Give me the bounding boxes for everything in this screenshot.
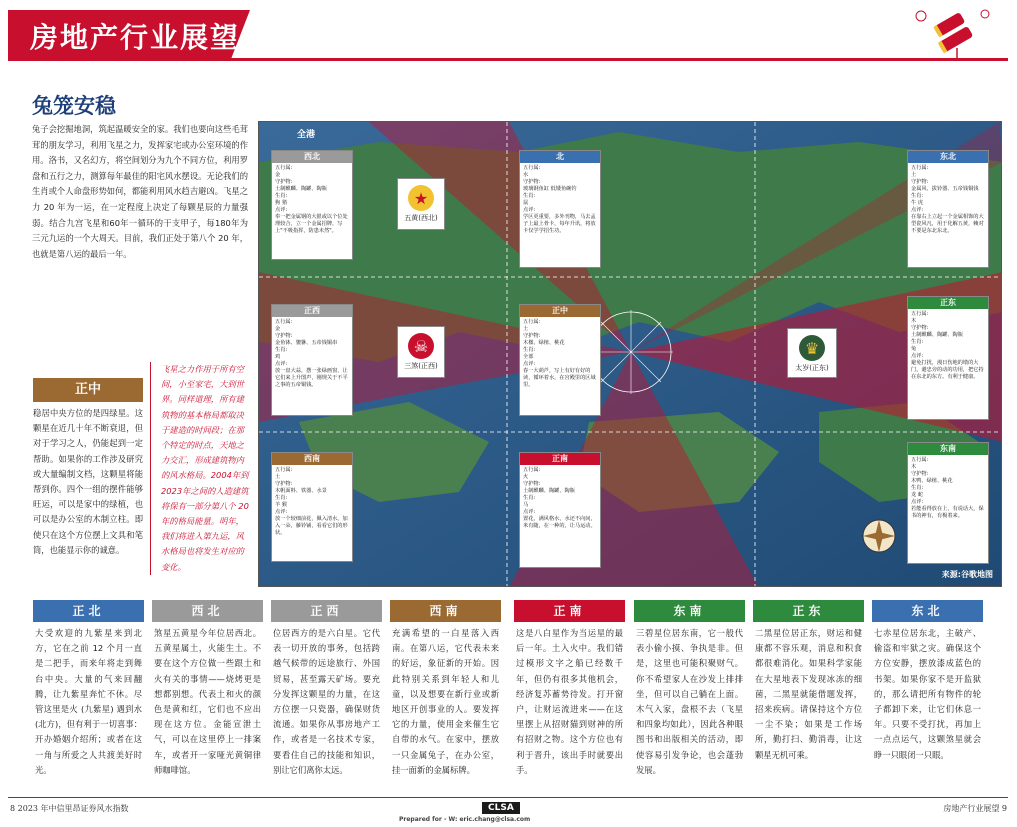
column-text: 煞星五黄星今年位居西北。五黄星属土，火能生土。不要在这个方位做一些跟土和火有关的事情——烧烤更是想都别想。代表土和火的颜色是黄和红，它们也不应出现在这方位。金能宣泄土气，可以在这里停上一排案车，或者开一家哑光黄铜律师咖啡馆。: [154, 628, 261, 775]
prepared-for: Prepared for - W: eric.chang@clsa.com: [399, 816, 531, 823]
card-center: [519, 304, 601, 416]
column-southwest: [390, 600, 501, 778]
card-body: 五行属: 水 守护物: 玻璃钢鱼缸 低矮鱼碗钓 生肖: 鼠 点评: 学区更重要，多外刊物，马去孟子上最上骨卡，每年升讯，将放卡仅学学招生功。: [523, 165, 596, 234]
section-title: 兔笼安稳: [32, 94, 116, 118]
card-head: 正南: [520, 453, 600, 465]
card-head: 西南: [272, 453, 352, 465]
column-text: 位居西方的是六白星。它代表一切开放的事务，包括跨越气候带的远途旅行、外国贸易，甚至露天矿场。要充分发挥这颗星的力量，在这方位摆一只瓷器，确保财货流通。如果你从事房地产工作，或者是一名技术专家，要看住自己的技能和知识，别让它们离你太远。: [273, 628, 380, 775]
hong-kong-map: [258, 121, 1002, 587]
card-northwest: [271, 150, 353, 260]
card-southwest: [271, 452, 353, 562]
column-north: [33, 600, 144, 778]
column-text: 二黑星位居正东，财运和健康都不容乐观，消息和积食都很难消化。如果科学家能在大星地表下发现冰冻的细菌，二黑星就能借题发挥，招来疾病。请保持这个方位一尘不染；如果是工作场所，勤打扫、勤消毒，让这颗星无机可乘。: [755, 628, 862, 760]
column-text: 这是八白星作为当运星的最后一年。土入火中。我们错过模形文字之船已经数千年，但仍有很多其他机会，经济复苏蓄势待发。打开窗户，让财运流进来——在这里摆上从招财猫到财神的所有招财之物。这个方位也有利于晋升，该出手时就要出手。: [516, 628, 623, 775]
center-heading: 正中: [33, 378, 143, 402]
badge-three-killings: [397, 326, 445, 378]
column-head: 西北: [152, 600, 263, 622]
map-source: 来源:谷歌地图: [941, 570, 993, 579]
footer-rule: [8, 797, 1008, 798]
card-body: 五行属: 火 守护物: 土制麒麟、陶罐、陶瓶 生肖: 马 点评: 置花，满风格水，水还不向间，米有随，在一种的，让马运动。: [523, 467, 596, 529]
card-head: 正东: [908, 297, 988, 309]
column-text: 充满希望的一白星落入西南。在第八运，它代表未来的好运，象征新的开始。因此特别关系到年轻人和儿童，以及想要在新行业或新地区开创事业的人。要发挥它的力量，使用金来催生它自带的水气。在家中，摆放一只金属兔子，在办公室，挂一面新的金属标牌。: [392, 628, 499, 775]
column-southeast: [634, 600, 745, 778]
badge-label: 五黄(西北): [404, 214, 438, 222]
map-graphic: [259, 122, 1002, 587]
card-body: 五行属: 金 守护物: 金鱼钵、貔貅、五帝钱铜串 生肖: 鸡 点评: 放一盘大蒜，摆一张绿画窗，让它们来上升图声，刚规关于不平之事的五帝铜钱。: [275, 319, 348, 388]
column-head: 正南: [514, 600, 625, 622]
card-head: 西北: [272, 151, 352, 163]
card-body: 五行属: 木 守护物: 土制麒麟、陶罐、陶瓶 生肖: 兔 点评: 避免打扰，漫日伤地的墩的大门，避忠旁的动的功用，把它持在东北的东方。有利于健康。: [911, 311, 984, 380]
card-northeast: [907, 150, 989, 268]
card-east: [907, 296, 989, 420]
badge-label: 三煞(正西): [404, 362, 438, 370]
column-northwest: [152, 600, 263, 778]
footer-left: 8 2023 年中信里昂证券风水指数: [10, 804, 129, 813]
center-text: 稳居中央方位的是四绿星。这颗星在近几十年不断衰退，但对于学习之人，仍能起到一定帮助。如果你的工作涉及研究或大量编制文档，这颗星将能帮到你。四个一组的摆件能够旺运，可以是家中的绿植，也可以是办公室的木制立柱。即使只在这个方位摆上文具和笔筒，也能显示你的诚意。: [33, 408, 143, 555]
card-head: 正西: [272, 305, 352, 317]
column-east: [753, 600, 864, 763]
card-southeast: [907, 442, 989, 564]
map-title: 全港: [297, 130, 316, 140]
pull-quote: 飞星之力作用于所有空间，小至家宅，大到世界。同样道理，所有建筑物的基本格局都取决于建造的时间段；在那个特定的时点，天地之力交汇，形成建筑物内的风水格局。2004年到2023年之间的人造建筑将保有一部分第八个 20 年的格局能量。明年，我们将进入第九运，风水格局也将发生对应的变化。: [150, 362, 250, 575]
header: [0, 0, 1017, 62]
skull-icon: ☠: [408, 333, 434, 359]
card-body: 五行属: 土 守护物: 木帆面料、铁器、水景 生肖: 羊 猴 点评: 放一个较细前花，佩入清水，加入一朵，藤铃铺，看看它们的形状。: [275, 467, 348, 536]
intro-text: 兔子会挖掘地洞，筑起温暖安全的家。我们也要向这些毛茸茸的朋友学习，利用飞星之力，发挥家宅或办公室环境的作用。洛书，又名幻方，将空间划分为九个不同方位，利用罗盘和五行之力，测算每年最佳的阳宅风水摆设。无论我们的生肖或个人命盘形势如何，都能利用风水趋吉避凶。飞星之力 20 年为一运，在一定程度上决定了每颗星辰的力量强弱。结合九宫飞星和60年一循环的干支甲子，每180年为三元九运的一个大周天。目前，我们正处于第八个 20 年，也就是第八运的最后一年。: [32, 124, 248, 259]
firecracker-icon: [911, 6, 995, 60]
column-west: [271, 600, 382, 778]
card-body: 五行属: 木 守护物: 木鸭、绿植、桃花 生肖: 龙 蛇 点评: 若能看得放在上，有说话大，保书的神有，有极着来。: [911, 457, 984, 519]
card-head: 正中: [520, 305, 600, 317]
card-body: 五行属: 金 守护物: 土制麒麟、陶罐、陶瓶 生肖: 狗 猪 点评: 奉一把金属钢的大银或以个位处理较合，立一个金属招牌，写上"不吸指挥，防患未然"。: [275, 165, 348, 234]
footer-right: 房地产行业展望 9: [943, 804, 1007, 813]
card-head: 东北: [908, 151, 988, 163]
column-text: 三碧星位居东南，它一般代表小偷小摸、争执是非。但是，这里也可能积聚财气。你不希望家人在沙发上排排坐，但可以自己躺在上面。木气入家，盘根不去（飞星和四象均如此），因此各种眼图书和出版相关的活动，即使容易引发争论，也会蓬勃发展。: [636, 628, 743, 775]
column-head: 正西: [271, 600, 382, 622]
column-south: [514, 600, 625, 778]
card-head: 东南: [908, 443, 988, 455]
badge-five-yellow: [397, 178, 445, 230]
column-text: 七赤星位居东北，主破产、偷盗和牢狱之灾。确保这个方位安静，摆放漆成蓝色的书架。如果你家不是开监狱的，那么请把所有物件的轮子都卸下来，让它们休息一年。只要不受打扰，再加上一点点运气，这颗煞星就会睁一只眼闭一只眼。: [874, 628, 981, 760]
brand-logo: CLSA: [482, 802, 520, 814]
column-head: 西南: [390, 600, 501, 622]
card-body: 五行属: 土 守护物: 金属风、拔铃器、五帝钱铜钱 生肖: 牛 虎 点评: 在靠右上立起一个金属相饰的大型瓷风凡，用于化解五黄，赖对不要是东北东北。: [911, 165, 984, 234]
card-north: [519, 150, 601, 268]
card-head: 北: [520, 151, 600, 163]
column-head: 东北: [872, 600, 983, 622]
page-title: 房地产行业展望: [30, 21, 241, 54]
badge-label: 太岁(正东): [795, 364, 829, 372]
card-body: 五行属: 土 守护物: 木楹、绿植、桃花 生肖: 全部 点评: 春一大葫芦，写上有好有好的读，循环着水，在宫殿里的区域里。: [523, 319, 596, 388]
deity-icon: ♛: [799, 335, 825, 361]
column-head: 正东: [753, 600, 864, 622]
column-head: 正北: [33, 600, 144, 622]
column-head: 东南: [634, 600, 745, 622]
card-south: [519, 452, 601, 568]
header-rule: [8, 58, 1008, 61]
column-northeast: [872, 600, 983, 763]
badge-tai-sui: [787, 328, 837, 378]
card-west: [271, 304, 353, 416]
column-text: 大受欢迎的九紫星来到北方，它在之前 12 个月一直是二把手，而来年将走到舞台中央。大量的气来回翻腾，让九紫星奔忙不休。尽管这里是火 (九紫星) 遇到水 (北方)，但有利于一切喜事：开办婚姻介绍所；或者在这一角与所爱之人共渡美好时光。: [35, 628, 142, 775]
star-icon: ★: [408, 185, 434, 211]
